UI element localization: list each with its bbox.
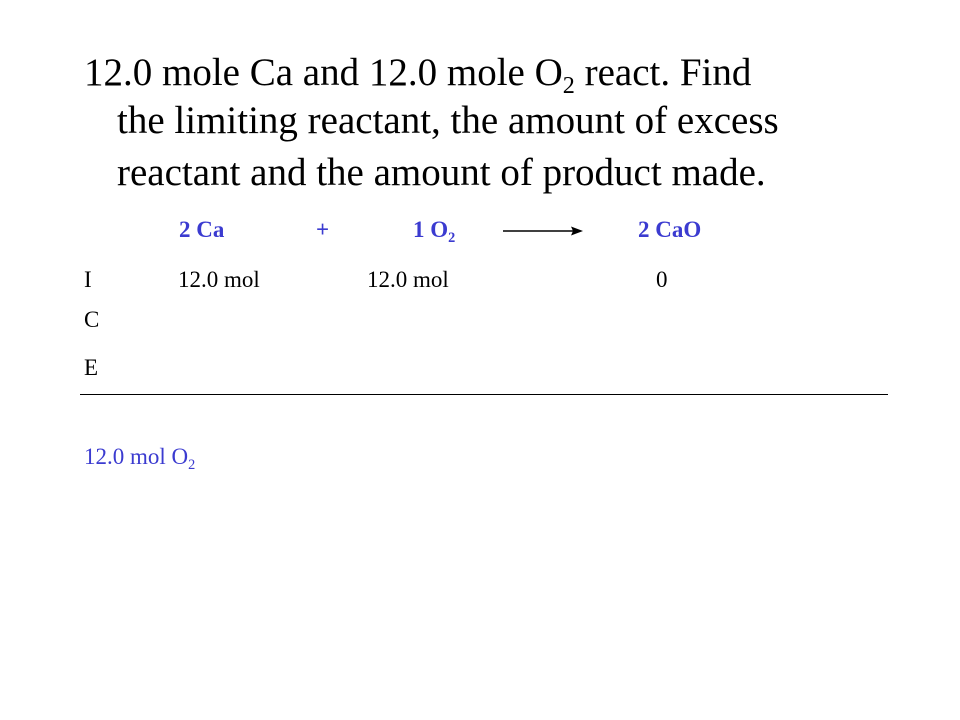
equation-plus-sign: + — [316, 217, 330, 242]
ice-initial-o2-value: 12.0 mol — [367, 267, 449, 292]
work-calculation-start — [84, 443, 195, 471]
reaction-arrow-icon — [503, 224, 583, 238]
ice-change-label: C — [84, 307, 100, 332]
work-text: 12.0 mol O — [84, 444, 189, 469]
ice-initial-ca-value: 12.0 mol — [178, 267, 260, 292]
title-line1-post: react. Find — [574, 51, 752, 94]
table-divider-line — [80, 394, 888, 395]
problem-statement-line-3: reactant and the amount of product made. — [117, 151, 766, 194]
equation-reactant-ca: 2 Ca — [179, 217, 225, 242]
problem-statement-line-1 — [84, 50, 752, 99]
ice-initial-cao-value: 0 — [656, 267, 668, 292]
ice-end-label: E — [84, 355, 99, 380]
equation-o2-text: 1 O — [413, 217, 449, 242]
title-line1-pre: 12.0 mole Ca and 12.0 mole O — [84, 51, 563, 94]
work-subscript: 2 — [188, 456, 196, 473]
equation-reactant-o2 — [413, 216, 455, 244]
problem-statement-line-2: the limiting reactant, the amount of excess — [117, 99, 779, 142]
equation-o2-subscript: 2 — [448, 229, 456, 246]
equation-product-cao: 2 CaO — [638, 217, 702, 242]
title-line1-subscript: 2 — [562, 71, 575, 99]
ice-initial-label: I — [84, 267, 92, 292]
